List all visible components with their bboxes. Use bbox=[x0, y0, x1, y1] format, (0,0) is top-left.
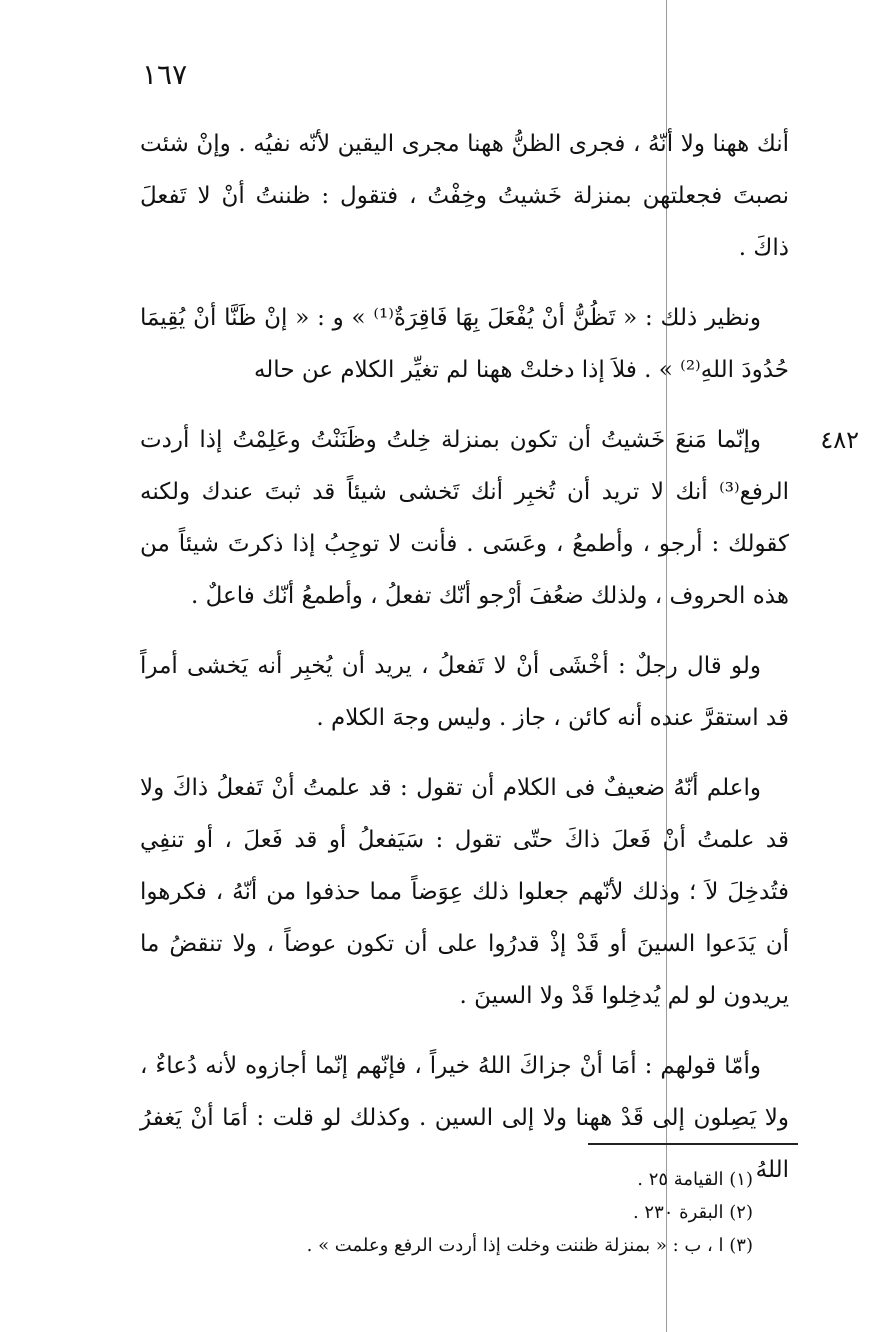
margin-number: ٤٨٢ bbox=[820, 426, 859, 454]
footnote-2: (٢) البقرة ٢٣٠ . bbox=[632, 1202, 753, 1223]
footnote-divider bbox=[588, 1143, 798, 1145]
page-number: ١٦٧ bbox=[142, 58, 188, 91]
paragraph-1: أنك ههنا ولا أنّهُ ، فجرى الظنُّ ههنا مجرى اليقين لأنّه نفيُه . وإنْ شئت نصبتَ فجعلتهن بمنزلة خَشيتُ وخِفْتُ ، فتقول : ظننتُ أنْ لا تَفعلَ ذاكَ . bbox=[140, 131, 789, 261]
paragraph-6: وأمّا قولهم : أمَا أنْ جزاكَ اللهُ خيراً ، فإنّهم إنّما أجازوه لأنه دُعاءٌ ، ولا يَصِلون إلى قَدْ ههنا ولا إلى السين . وكذلك لو قلت : أمَا أنْ يَغفرُ اللهُ bbox=[140, 1053, 789, 1183]
paragraph-3: وإنّما مَنعَ خَشيتُ أن تكون بمنزلة خِلتُ وظَنَنْتُ وعَلِمْتُ إذا أردت الرفع⁽³⁾ أنك لا تريد أن تُخبِر أنك تَخشى شيئاً قد ثبتَ عندك ولكنه كقولك : أرجو ، وأطمعُ ، وعَسَى . فأنت لا توجِبُ إذا ذكرتَ شيئاً من هذه الحروف ، ولذلك ضعُفَ أرْجو أنّك تفعلُ ، وأطمعُ أنّك فاعلٌ . bbox=[140, 427, 789, 609]
paragraph-4: ولو قال رجلٌ : أخْشَى أنْ لا تَفعلُ ، يريد أن يُخبِر أنه يَخشى أمراً قد استقرَّ عنده أنه كائن ، جاز . وليس وجهَ الكلام . bbox=[140, 653, 789, 731]
main-text bbox=[140, 118, 859, 1214]
footnote-3: (٣) ا ، ب : « بمنزلة ظننت وخلت إذا أردت الرفع وعلمت » . bbox=[306, 1235, 753, 1256]
footnote-1: (١) القيامة ٢٥ . bbox=[637, 1169, 753, 1190]
paragraph-2: ونظير ذلك : « تَظُنُّ أنْ يُفْعَلَ بِهَا فَاقِرَةٌ⁽¹⁾ » و : « إنْ ظَنَّا أنْ يُقِيمَا حُدُودَ اللهِ⁽²⁾ » . فلاَ إذا دخلتْ ههنا لم تغيِّر الكلام عن حاله bbox=[140, 305, 789, 383]
footnotes bbox=[140, 1163, 753, 1262]
paragraph-5: واعلم أنّهُ ضعيفٌ فى الكلام أن تقول : قد علمتُ أنْ تَفعلُ ذاكَ ولا قد علمتُ أنْ فَعلَ ذاكَ حتّى تقول : سَيَفعلُ أو قد فَعلَ ، أو تنفِي فتُدخِلَ لاَ ؛ وذلك لأنّهم جعلوا ذلك عِوَضاً مما حذفوا من أنّهُ ، فكرهوا أن يَدَعوا السينَ أو قَدْ إذْ قدرُوا على أن تكون عوضاً ، ولا تنقضُ ما يريدون لو لم يُدخِلوا قَدْ ولا السينَ . bbox=[140, 775, 789, 1009]
paragraph-3-wrapper bbox=[140, 414, 859, 622]
